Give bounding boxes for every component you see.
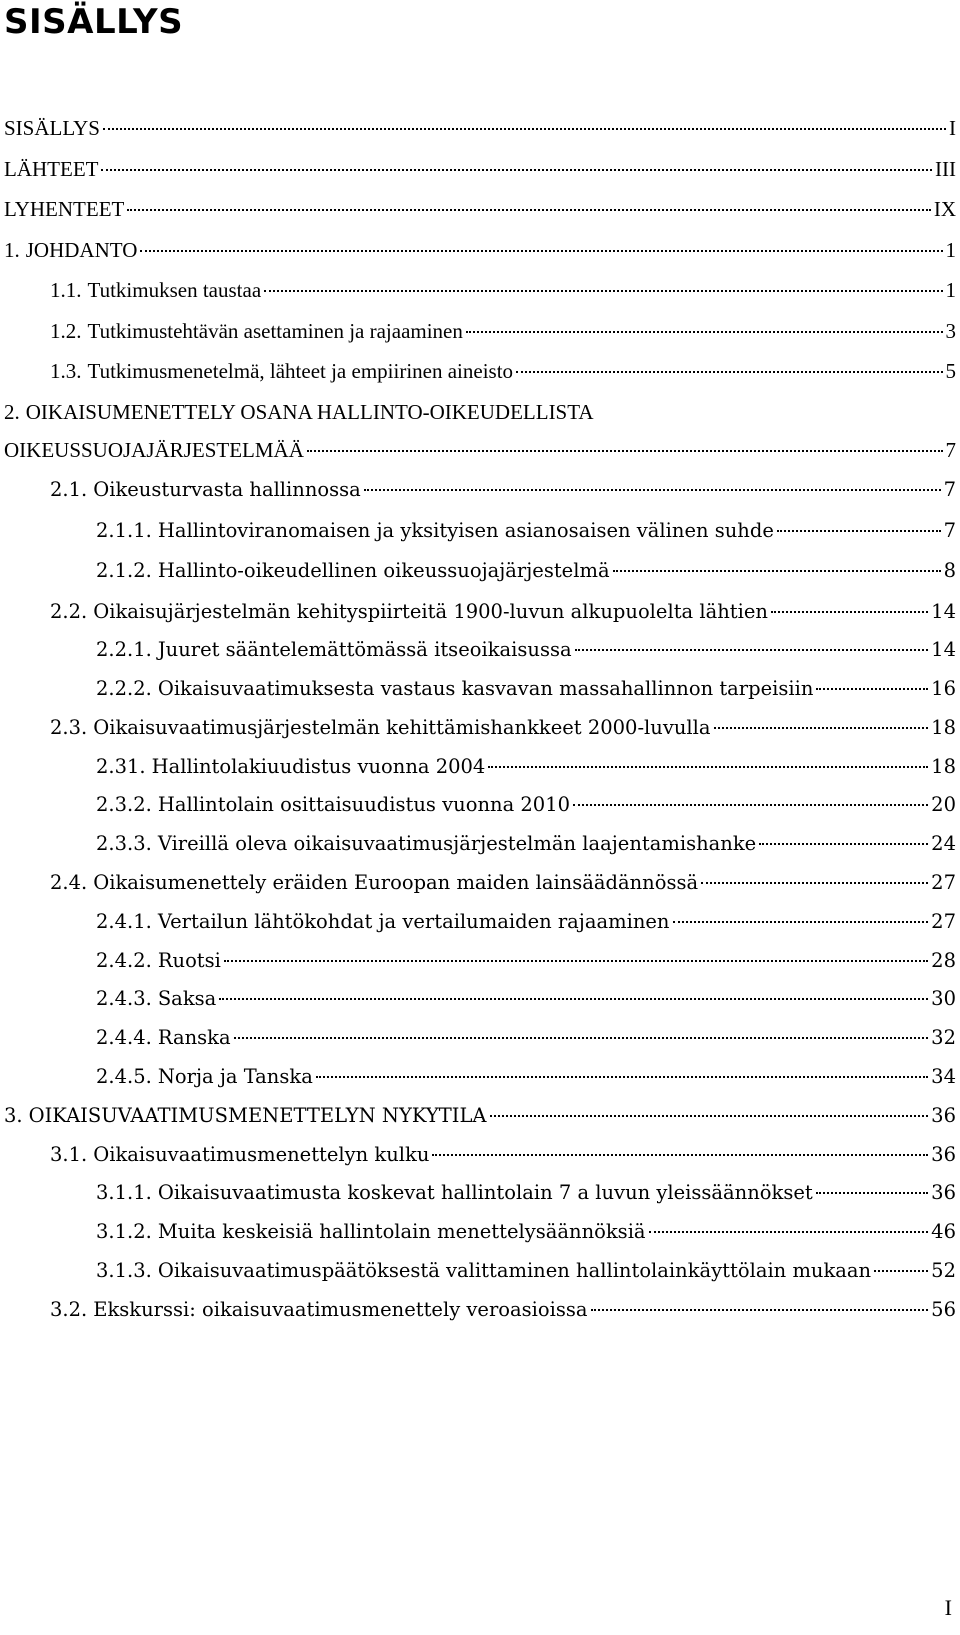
toc-entry-title: Hallintoviranomaisen ja yksityisen asianosaisen välinen suhde bbox=[157, 518, 774, 542]
toc-entry-page: 34 bbox=[931, 1065, 956, 1089]
dot-leader bbox=[490, 1115, 929, 1117]
dot-leader bbox=[777, 530, 941, 532]
dot-leader bbox=[224, 960, 928, 962]
toc-entry-number: 3. bbox=[4, 1103, 23, 1127]
toc-entry-page: 18 bbox=[931, 754, 956, 778]
toc-entry-title: OIKAISUVAATIMUSMENETTELYN NYKYTILA bbox=[28, 1103, 487, 1127]
dot-leader bbox=[466, 331, 943, 333]
dot-leader bbox=[649, 1231, 929, 1233]
dot-leader bbox=[771, 611, 928, 613]
toc-entry-title: OIKEUSSUOJAJÄRJESTELMÄÄ bbox=[4, 437, 304, 462]
toc-entry-page: 3 bbox=[945, 318, 956, 343]
toc-entry-number: 3.2. bbox=[50, 1297, 88, 1321]
toc-entry-page: 1 bbox=[945, 237, 956, 262]
dot-leader bbox=[103, 128, 946, 130]
toc-entry-title: Vireillä oleva oikaisuvaatimusjärjestelmän laajentamishanke bbox=[157, 832, 757, 856]
toc-entry-title: Oikaisumenettely eräiden Euroopan maiden lainsäädännössä bbox=[93, 871, 699, 895]
dot-leader bbox=[816, 1192, 928, 1194]
toc-entry[interactable] bbox=[4, 319, 956, 360]
dot-leader bbox=[316, 1076, 928, 1078]
toc-entry[interactable] bbox=[4, 987, 956, 1026]
toc-entry-number: 2.4.3. bbox=[96, 987, 152, 1011]
toc-entry-number: 2.2.1. bbox=[96, 638, 152, 662]
toc-entry-continuation[interactable] bbox=[4, 438, 956, 479]
toc-entry-number: 3.1.2. bbox=[96, 1220, 152, 1244]
toc-entry[interactable] bbox=[4, 116, 956, 157]
dot-leader bbox=[714, 727, 929, 729]
toc-entry-number: 2.3.2. bbox=[96, 793, 152, 817]
toc-entry-number: 2.1. bbox=[50, 478, 88, 501]
toc-entry-page: 56 bbox=[931, 1297, 956, 1321]
toc-entry-number: 2.3. bbox=[50, 715, 88, 739]
toc-entry-title: SISÄLLYS bbox=[4, 116, 100, 140]
toc-entry[interactable] bbox=[4, 238, 956, 279]
toc-entry-number: 2. bbox=[4, 399, 20, 424]
dot-leader bbox=[488, 766, 928, 768]
dot-leader bbox=[127, 209, 930, 211]
toc-entry[interactable] bbox=[4, 677, 956, 716]
toc-entry-page: 52 bbox=[931, 1259, 956, 1283]
toc-entry-page: 5 bbox=[945, 359, 956, 383]
toc-entry-title: Tutkimusmenetelmä, lähteet ja empiirinen aineisto bbox=[87, 359, 514, 383]
toc-entry-number: 2.3.3. bbox=[96, 832, 152, 856]
toc-entry[interactable] bbox=[4, 157, 956, 198]
toc-entry[interactable] bbox=[4, 400, 956, 438]
toc-entry-page: 8 bbox=[943, 559, 956, 582]
toc-entry-title: LÄHTEET bbox=[4, 156, 99, 181]
toc-entry[interactable] bbox=[4, 559, 956, 600]
toc-entry-page: 32 bbox=[931, 1026, 956, 1050]
toc-entry-number: 1.2. bbox=[50, 318, 82, 343]
toc-entry-page: 14 bbox=[931, 599, 956, 623]
dot-leader bbox=[591, 1309, 929, 1311]
toc-entry-number: 2.4.1. bbox=[96, 909, 152, 933]
toc-entry[interactable] bbox=[4, 832, 956, 871]
toc-entry-title: Hallintolain osittaisuudistus vuonna 2010 bbox=[157, 793, 571, 817]
toc-entry-title: Oikaisuvaatimusmenettelyn kulku bbox=[93, 1142, 430, 1166]
toc-entry[interactable] bbox=[4, 1220, 956, 1259]
dot-leader bbox=[101, 169, 932, 171]
toc-entry[interactable] bbox=[4, 755, 956, 794]
dot-leader bbox=[575, 649, 929, 651]
dot-leader bbox=[516, 371, 942, 373]
toc-entry-page: 7 bbox=[943, 518, 956, 542]
toc-entry[interactable] bbox=[4, 910, 956, 949]
toc-entry-title: OIKAISUMENETTELY OSANA HALLINTO-OIKEUDELLISTA bbox=[25, 399, 594, 424]
toc-entry-page: III bbox=[935, 156, 956, 181]
toc-entry-title: Tutkimustehtävän asettaminen ja rajaaminen bbox=[87, 318, 463, 343]
toc-entry-number: 3.1.1. bbox=[96, 1181, 152, 1205]
toc-entry-title: Oikaisuvaatimuksesta vastaus kasvavan massahallinnon tarpeisiin bbox=[157, 677, 814, 701]
toc-entry[interactable] bbox=[4, 949, 956, 988]
dot-leader bbox=[364, 489, 941, 491]
toc-entry-title: Norja ja Tanska bbox=[157, 1065, 313, 1089]
toc-entry-number: 2.4. bbox=[50, 871, 88, 895]
toc-entry[interactable] bbox=[4, 278, 956, 319]
toc-entry-page: 36 bbox=[931, 1181, 956, 1205]
toc-entry-number: 2.2. bbox=[50, 599, 88, 623]
toc-entry-page: 30 bbox=[931, 987, 956, 1011]
dot-leader bbox=[234, 1037, 929, 1039]
dot-leader bbox=[613, 570, 941, 572]
toc-entry[interactable] bbox=[4, 1298, 956, 1337]
toc-entry-page: 20 bbox=[931, 793, 956, 817]
toc-entry-page: 27 bbox=[931, 871, 956, 895]
dot-leader bbox=[673, 921, 929, 923]
toc-entry-title: Saksa bbox=[157, 987, 217, 1011]
toc-entry-number: 1.3. bbox=[50, 359, 82, 383]
toc-entry-page: I bbox=[949, 116, 956, 140]
toc-entry-page: IX bbox=[933, 197, 956, 221]
toc-entry-title: Oikaisuvaatimusjärjestelmän kehittämishankkeet 2000-luvulla bbox=[93, 715, 711, 739]
toc-entry[interactable] bbox=[4, 1104, 956, 1143]
toc-entry-title: Hallinto-oikeudellinen oikeussuojajärjestelmä bbox=[157, 559, 610, 582]
toc-entry-title: Oikaisujärjestelmän kehityspiirteitä 1900-luvun alkupuolelta lähtien bbox=[93, 599, 768, 623]
dot-leader bbox=[816, 688, 928, 690]
toc-entry-title: Ruotsi bbox=[157, 948, 221, 972]
toc-entry[interactable] bbox=[4, 1026, 956, 1065]
toc-entry[interactable] bbox=[4, 600, 956, 639]
dot-leader bbox=[874, 1270, 928, 1272]
dot-leader bbox=[219, 998, 928, 1000]
toc-entry-number: 2.1.1. bbox=[96, 518, 152, 542]
toc-entry[interactable] bbox=[4, 638, 956, 677]
toc-entry-number: 3.1.3. bbox=[96, 1259, 152, 1283]
toc-entry-title: Oikaisuvaatimusta koskevat hallintolain 7 a luvun yleissäännökset bbox=[157, 1181, 813, 1205]
toc-entry[interactable] bbox=[4, 871, 956, 910]
toc-entry[interactable] bbox=[4, 793, 956, 832]
toc-entry-title: Juuret sääntelemättömässä itseoikaisussa bbox=[157, 638, 572, 662]
page-title: SISÄLLYS bbox=[4, 2, 184, 42]
toc-entry[interactable] bbox=[4, 716, 956, 755]
table-of-contents bbox=[4, 116, 956, 1337]
toc-entry-page: 46 bbox=[931, 1220, 956, 1244]
page-number: I bbox=[944, 1595, 952, 1620]
toc-entry-page: 27 bbox=[931, 909, 956, 933]
toc-entry-number: 3.1. bbox=[50, 1142, 88, 1166]
toc-entry-page: 7 bbox=[943, 478, 956, 501]
toc-entry-title: Vertailun lähtökohdat ja vertailumaiden rajaaminen bbox=[157, 909, 670, 933]
toc-entry-title: Hallintolakiuudistus vuonna 2004 bbox=[151, 754, 486, 778]
toc-entry-page: 36 bbox=[931, 1103, 956, 1127]
toc-entry[interactable] bbox=[4, 519, 956, 560]
toc-entry-number: 1.1. bbox=[50, 278, 82, 302]
toc-entry-page: 1 bbox=[945, 278, 956, 302]
toc-entry-page: 14 bbox=[931, 638, 956, 662]
toc-entry-number: 2.31. bbox=[96, 754, 146, 778]
dot-leader bbox=[701, 882, 928, 884]
dot-leader bbox=[432, 1154, 928, 1156]
dot-leader bbox=[759, 843, 928, 845]
toc-entry[interactable] bbox=[4, 1259, 956, 1298]
toc-entry[interactable] bbox=[4, 478, 956, 519]
toc-entry-title: Ranska bbox=[157, 1026, 231, 1050]
toc-entry-title: JOHDANTO bbox=[25, 237, 138, 262]
toc-entry-number: 2.2.2. bbox=[96, 677, 152, 701]
dot-leader bbox=[140, 250, 942, 252]
toc-entry-page: 28 bbox=[931, 948, 956, 972]
toc-entry[interactable] bbox=[4, 359, 956, 400]
toc-entry-number: 2.1.2. bbox=[96, 559, 152, 582]
toc-entry[interactable] bbox=[4, 1143, 956, 1182]
toc-entry[interactable] bbox=[4, 1181, 956, 1220]
toc-entry-title: Oikaisuvaatimuspäätöksestä valittaminen hallintolainkäyttölain mukaan bbox=[157, 1259, 872, 1283]
toc-entry-page: 7 bbox=[945, 437, 956, 462]
toc-entry-title: LYHENTEET bbox=[4, 197, 125, 221]
toc-entry-page: 24 bbox=[931, 832, 956, 856]
toc-entry-page: 16 bbox=[931, 677, 956, 701]
toc-entry-title: Tutkimuksen taustaa bbox=[87, 278, 262, 302]
toc-entry-number: 1. bbox=[4, 237, 20, 262]
toc-entry[interactable] bbox=[4, 1065, 956, 1104]
toc-entry-title: Muita keskeisiä hallintolain menettelysäännöksiä bbox=[157, 1220, 646, 1244]
dot-leader bbox=[307, 450, 943, 452]
dot-leader bbox=[573, 804, 928, 806]
toc-entry-title: Ekskurssi: oikaisuvaatimusmenettely veroasioissa bbox=[93, 1297, 588, 1321]
toc-entry-number: 2.4.5. bbox=[96, 1065, 152, 1089]
toc-entry[interactable] bbox=[4, 197, 956, 238]
dot-leader bbox=[264, 290, 942, 292]
toc-entry-title: Oikeusturvasta hallinnossa bbox=[93, 478, 361, 501]
toc-entry-number: 2.4.4. bbox=[96, 1026, 152, 1050]
toc-entry-page: 36 bbox=[931, 1142, 956, 1166]
toc-entry-page: 18 bbox=[931, 715, 956, 739]
toc-entry-number: 2.4.2. bbox=[96, 948, 152, 972]
